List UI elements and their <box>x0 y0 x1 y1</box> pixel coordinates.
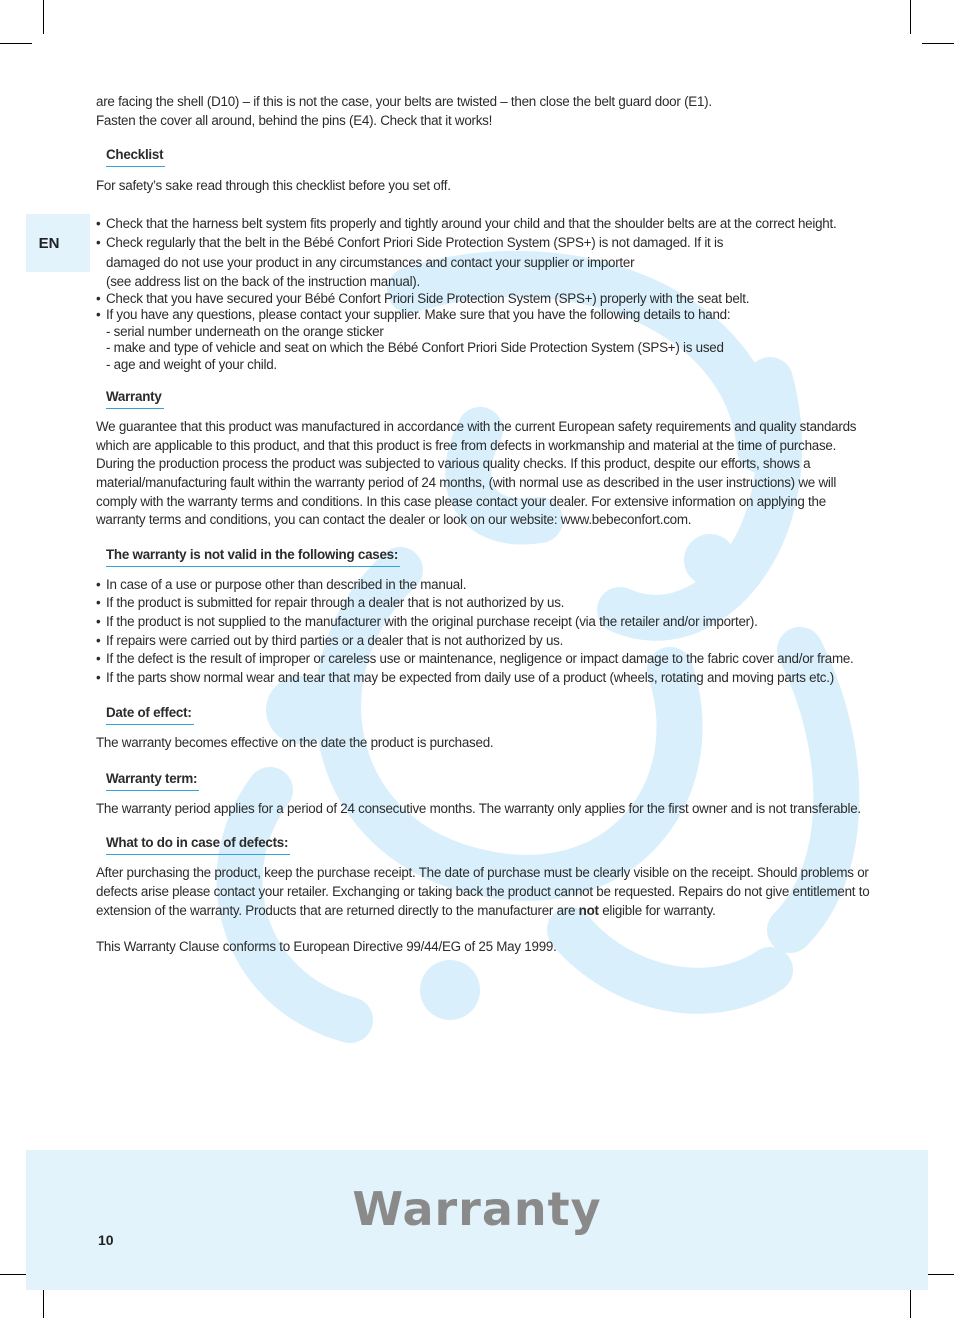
list-item: • If you have any questions, please contact your supplier. Make sure that you have the following details to hand: <box>96 307 872 324</box>
intro-line: Fasten the cover all around, behind the pins (E4). Check that it works! <box>96 112 493 128</box>
crop-mark <box>0 43 32 44</box>
footer-title: Warranty <box>352 1182 602 1236</box>
checklist-details <box>96 324 872 374</box>
detail-line: - age and weight of your child. <box>106 356 277 372</box>
checklist-intro: For safety’s sake read through this checklist before you set off. <box>96 178 451 194</box>
crop-mark <box>910 0 911 34</box>
list-item: • If the parts show normal wear and tear that may be expected from daily use of a product (wheels, rotating and moving parts etc.) <box>96 669 872 688</box>
detail-line: - serial number underneath on the orange sticker <box>106 323 384 339</box>
crop-mark <box>43 0 44 34</box>
warranty-term-text: The warranty period applies for a period of 24 consecutive months. The warranty only applies for the first owner and is not transferable. <box>96 800 861 816</box>
section-heading-checklist: Checklist <box>106 145 165 167</box>
defects-text <box>96 864 872 920</box>
section-heading-defects: What to do in case of defects: <box>106 833 290 855</box>
section-heading-warranty-term: Warranty term: <box>106 769 199 791</box>
warranty-text: We guarantee that this product was manufactured in accordance with the current European safety requirements and quality standards which are applicable to this product, and that this product is free from defects in workmanship and material at the time of purchase. During the production process the product was subjected to various quality checks. If this product, despite our efforts, shows a material/manufacturing fault within the warranty period of 24 months, (with normal use as described in the user instructions) we will comply with the warranty terms and conditions. In this case please contact your dealer. For extensive information on applying the warranty terms and conditions, you can contact the dealer or look on our website: www.bebeconfort.com. <box>96 419 857 528</box>
list-item: • If the product is submitted for repair through a dealer that is not authorized by us. <box>96 594 872 613</box>
list-item: • If the product is not supplied to the manufacturer with the original purchase receipt (via the retailer and/or importer). <box>96 613 872 632</box>
directive-text: This Warranty Clause conforms to European Directive 99/44/EG of 25 May 1999. <box>96 939 557 955</box>
defects-text-bold: not <box>578 902 599 918</box>
section-heading-date-of-effect: Date of effect: <box>106 703 194 725</box>
list-item-line: damaged do not use your product in any circumstances and contact your supplier or importer <box>106 254 635 270</box>
section-heading-not-valid: The warranty is not valid in the following cases: <box>106 545 400 567</box>
intro-line: are facing the shell (D10) – if this is not the case, your belts are twisted – then close the belt guard door (E1). <box>96 94 712 109</box>
list-item-line: • Check regularly that the belt in the Bébé Confort Priori Side Protection System (SPS+) is not damaged. If it is <box>106 235 724 251</box>
list-item-line: (see address list on the back of the instruction manual). <box>106 273 420 289</box>
defects-text-part: After purchasing the product, keep the purchase receipt. The date of purchase must be clearly visible on the receipt. Should problems or defects arise please contact your retailer. Exchanging or taking back the product cannot be requested. Repairs do not give entitlement to extension of the warranty. Products that are returned directly to the manufacturer are <box>96 865 870 918</box>
defects-text-part: eligible for warranty. <box>598 902 716 918</box>
footer-band <box>26 1150 928 1290</box>
list-item <box>96 234 872 291</box>
date-of-effect-text: The warranty becomes effective on the date the product is purchased. <box>96 735 494 751</box>
page-content <box>96 93 872 957</box>
detail-line: - make and type of vehicle and seat on which the Bébé Confort Priori Side Protection System (SPS+) is used <box>106 340 724 356</box>
checklist-list <box>96 215 872 324</box>
page-number: 10 <box>98 1232 114 1248</box>
section-heading-warranty: Warranty <box>106 387 164 409</box>
language-tab: EN <box>26 214 90 272</box>
list-item: • Check that the harness belt system fits properly and tightly around your child and that the shoulder belts are at the correct height. <box>96 215 872 234</box>
not-valid-list <box>96 576 872 688</box>
list-item: • In case of a use or purpose other than described in the manual. <box>96 576 872 595</box>
list-item: • If repairs were carried out by third parties or a dealer that is not authorized by us. <box>96 632 872 651</box>
list-item: • Check that you have secured your Bébé Confort Priori Side Protection System (SPS+) properly with the seat belt. <box>96 291 872 307</box>
crop-mark <box>922 43 954 44</box>
list-item: • If the defect is the result of improper or careless use or maintenance, negligence or impact damage to the fabric cover and/or frame. <box>96 650 872 669</box>
